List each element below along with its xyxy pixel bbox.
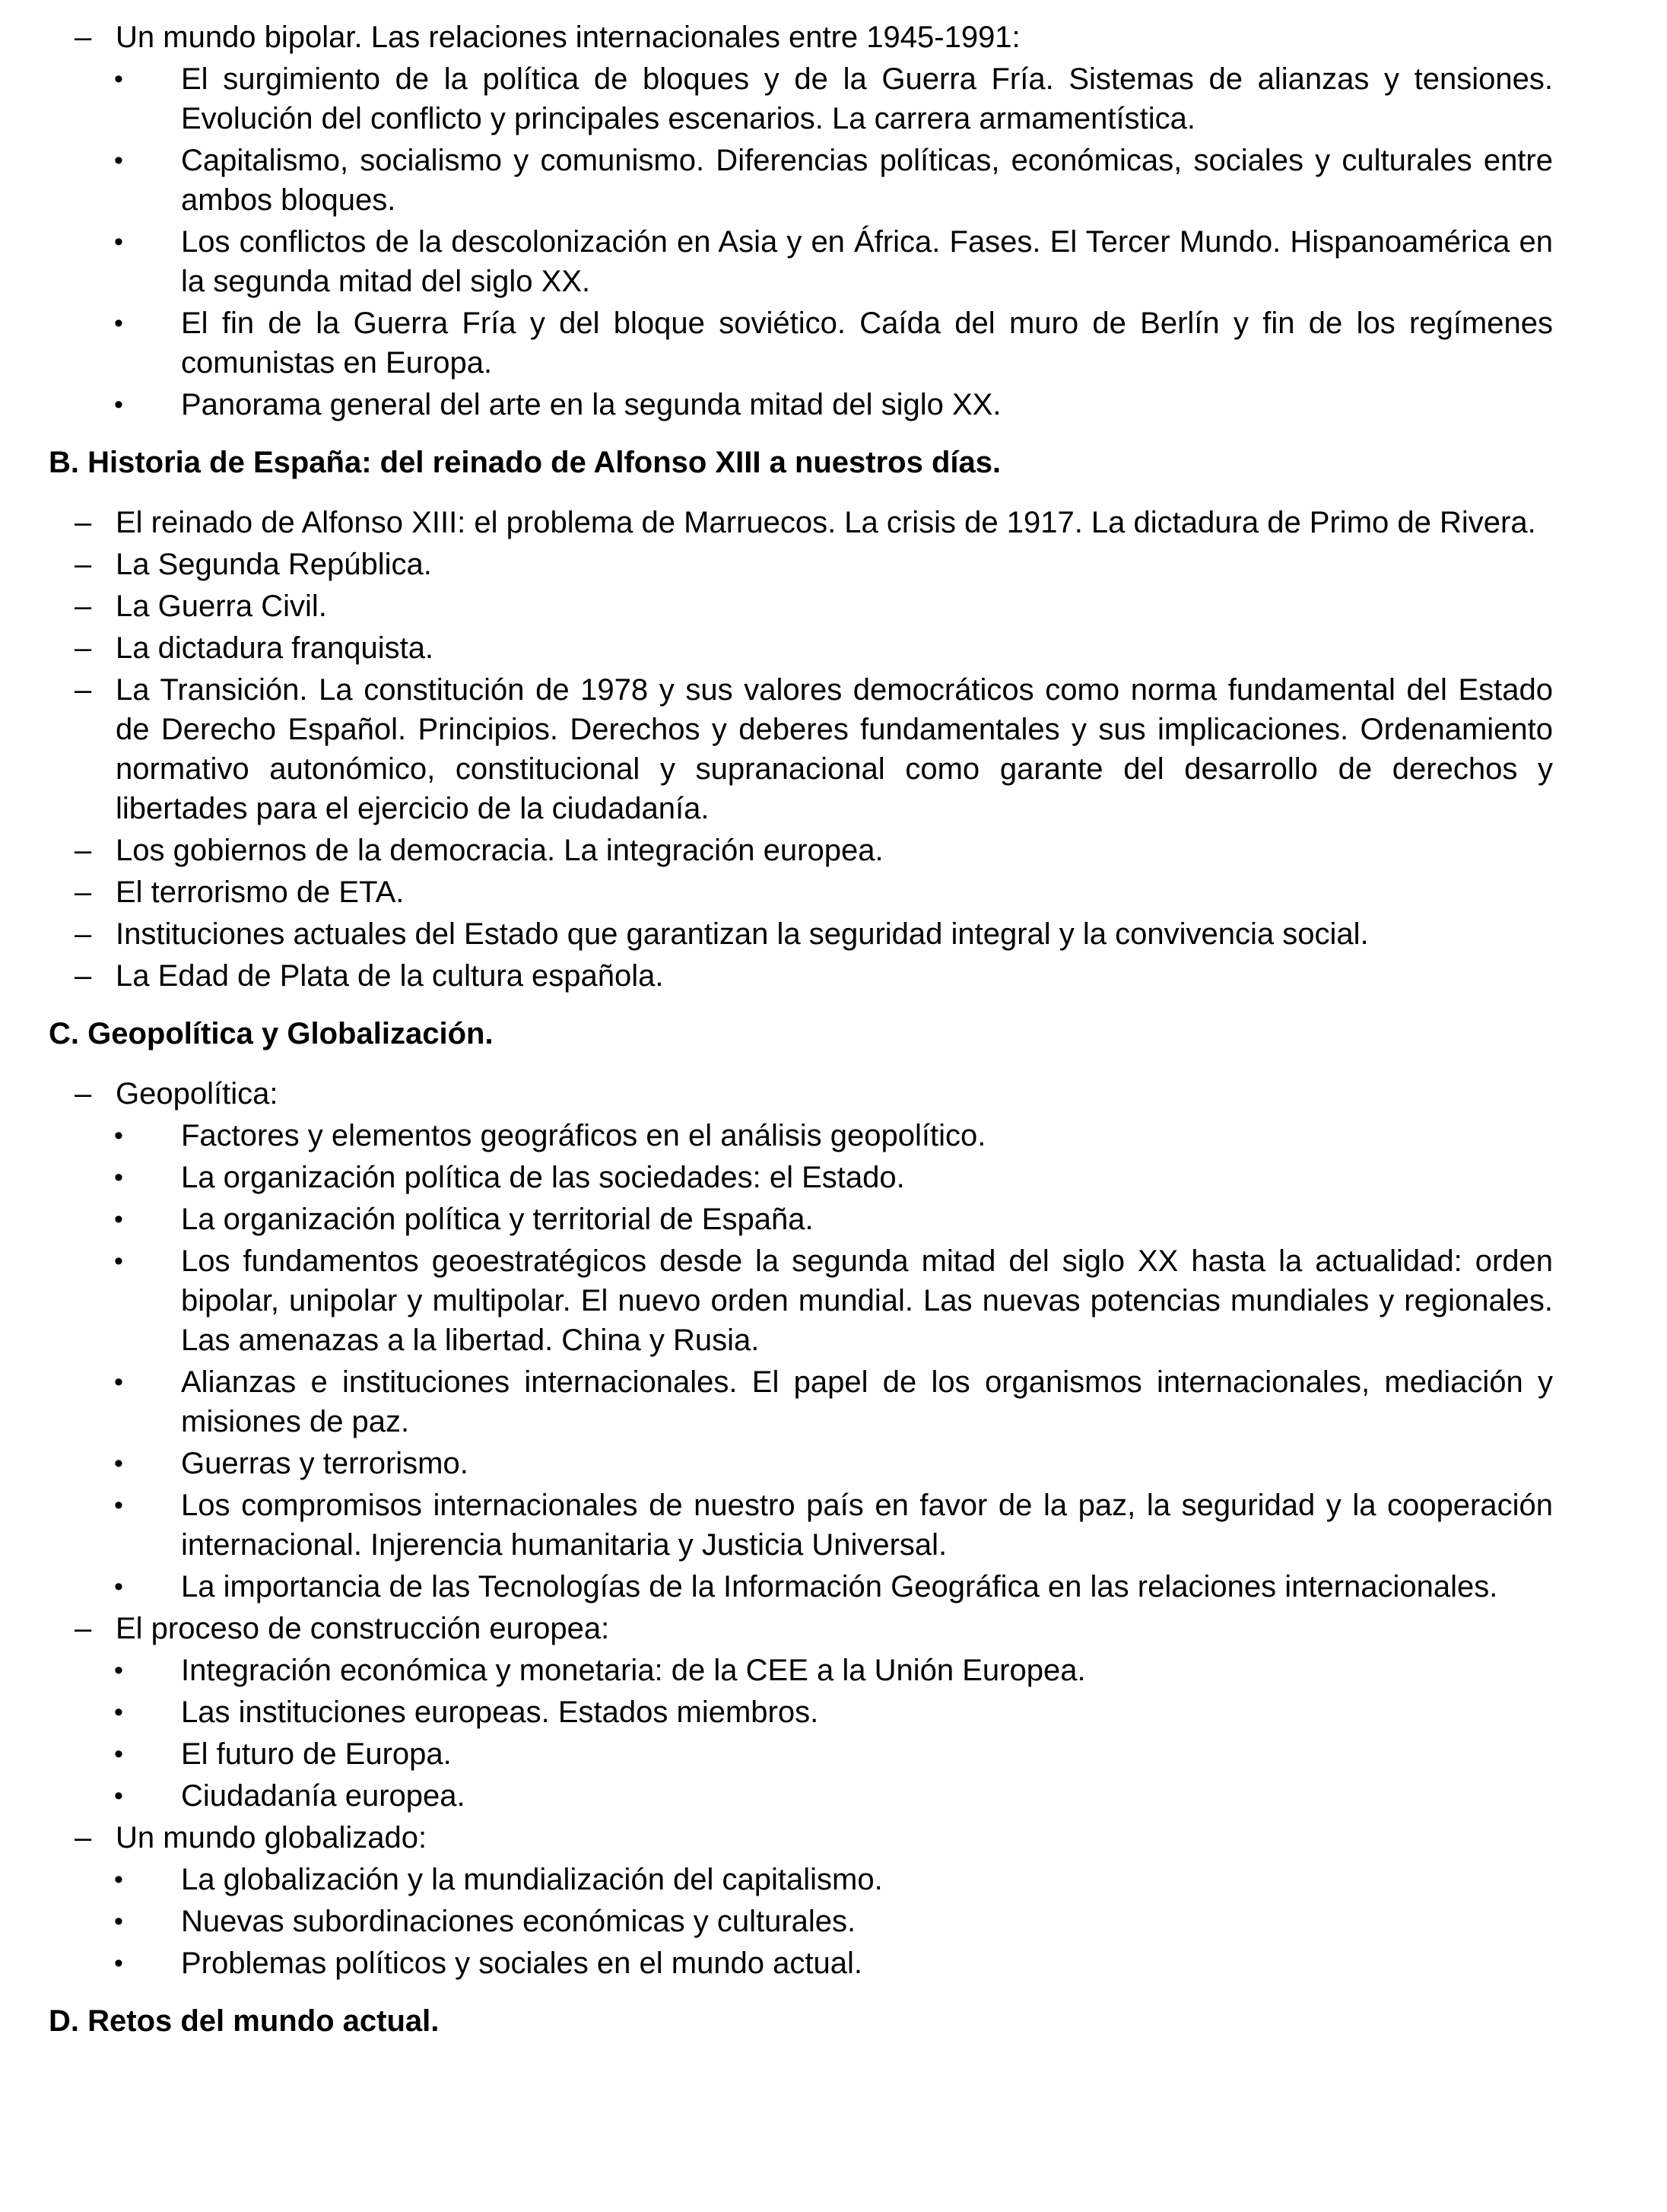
list-item-text: Geopolítica: bbox=[116, 1077, 278, 1111]
bullet-list-item bbox=[49, 1362, 1553, 1441]
bullet-list-item bbox=[49, 1692, 1553, 1732]
dash-list-item bbox=[49, 628, 1553, 668]
bullet-list-item bbox=[49, 59, 1553, 138]
list-item-text: El surgimiento de la política de bloques y de la Guerra Fría. Sistemas de alianzas y tensiones. Evolución del conflicto y principales escenarios. La carrera armamentística. bbox=[181, 62, 1553, 135]
list-item-text: La Segunda República. bbox=[116, 548, 432, 581]
bullet-list-item bbox=[49, 1200, 1553, 1239]
bullet-marker-icon: • bbox=[114, 65, 123, 94]
dash-marker-icon: – bbox=[75, 876, 92, 909]
bullet-marker-icon: • bbox=[114, 1572, 123, 1601]
list-item-text: Un mundo bipolar. Las relaciones internacionales entre 1945-1991: bbox=[116, 21, 1021, 54]
bullet-list-item bbox=[49, 1943, 1553, 1983]
dash-marker-icon: – bbox=[75, 673, 92, 707]
dash-list-item bbox=[49, 872, 1553, 912]
dash-marker-icon: – bbox=[75, 1821, 92, 1854]
section-heading: B. Historia de España: del reinado de Alfonso XIII a nuestros días. bbox=[49, 446, 1002, 479]
list-item-text: Guerras y terrorismo. bbox=[181, 1447, 468, 1480]
bullet-list-item bbox=[49, 1651, 1553, 1690]
dash-marker-icon: – bbox=[75, 917, 92, 951]
bullet-marker-icon: • bbox=[114, 1740, 123, 1769]
bullet-marker-icon: • bbox=[114, 1907, 123, 1936]
dash-list-item bbox=[49, 545, 1553, 584]
list-item-text: La organización política y territorial de España. bbox=[181, 1203, 814, 1236]
bullet-marker-icon: • bbox=[114, 1368, 123, 1397]
list-item-text: La Guerra Civil. bbox=[116, 590, 327, 623]
bullet-marker-icon: • bbox=[114, 309, 123, 338]
bullet-marker-icon: • bbox=[114, 146, 123, 175]
bullet-list-item bbox=[49, 1444, 1553, 1483]
bullet-marker-icon: • bbox=[114, 1698, 123, 1727]
dash-list-item bbox=[49, 914, 1553, 954]
list-item-text: Los fundamentos geoestratégicos desde la segunda mitad del siglo XX hasta la actualidad: orden bipolar, unipolar y multipolar. El nuevo orden mundial. Las nuevas potencias mundiales y regionales. Las amenazas a la libertad. China y Rusia. bbox=[181, 1244, 1553, 1357]
bullet-list-item bbox=[49, 385, 1553, 424]
list-item-text: La Edad de Plata de la cultura española. bbox=[116, 959, 664, 993]
list-item-text: La dictadura franquista. bbox=[116, 631, 434, 665]
bullet-marker-icon: • bbox=[114, 1121, 123, 1150]
dash-marker-icon: – bbox=[75, 1612, 92, 1645]
dash-marker-icon: – bbox=[75, 1077, 92, 1111]
bullet-list-item bbox=[49, 141, 1553, 220]
dash-list-item bbox=[49, 670, 1553, 828]
bullet-marker-icon: • bbox=[114, 1163, 123, 1192]
list-item-text: Ciudadanía europea. bbox=[181, 1779, 465, 1813]
list-item-text: Los conflictos de la descolonización en Asia y en África. Fases. El Tercer Mundo. Hispanoamérica en la segunda mitad del siglo XX. bbox=[181, 225, 1553, 298]
section-heading: C. Geopolítica y Globalización. bbox=[49, 1017, 494, 1050]
dash-marker-icon: – bbox=[75, 631, 92, 665]
dash-list-item bbox=[49, 586, 1553, 626]
bullet-list-item bbox=[49, 1158, 1553, 1197]
bullet-list-item bbox=[49, 1116, 1553, 1155]
bullet-marker-icon: • bbox=[114, 1781, 123, 1810]
list-item-text: Alianzas e instituciones internacionales. El papel de los organismos internacionales, mediación y misiones de paz. bbox=[181, 1365, 1553, 1438]
list-item-text: Los compromisos internacionales de nuestro país en favor de la paz, la seguridad y la cooperación internacional. Injerencia humanitaria y Justicia Universal. bbox=[181, 1489, 1553, 1562]
section-heading: D. Retos del mundo actual. bbox=[49, 2004, 440, 2038]
list-item-text: El fin de la Guerra Fría y del bloque soviético. Caída del muro de Berlín y fin de los regímenes comunistas en Europa. bbox=[181, 307, 1553, 380]
list-item-text: Problemas políticos y sociales en el mundo actual. bbox=[181, 1947, 863, 1980]
list-item-text: Capitalismo, socialismo y comunismo. Diferencias políticas, económicas, sociales y culturales entre ambos bloques. bbox=[181, 144, 1553, 217]
dash-list-item bbox=[49, 956, 1553, 996]
bullet-list-item bbox=[49, 1567, 1553, 1607]
bullet-list-item bbox=[49, 304, 1553, 383]
bullet-marker-icon: • bbox=[114, 1656, 123, 1685]
dash-list-item bbox=[49, 1609, 1553, 1648]
list-item-text: Nuevas subordinaciones económicas y culturales. bbox=[181, 1905, 856, 1938]
bullet-marker-icon: • bbox=[114, 1449, 123, 1478]
dash-marker-icon: – bbox=[75, 21, 92, 54]
list-item-text: La organización política de las sociedades: el Estado. bbox=[181, 1161, 905, 1194]
bullet-list-item bbox=[49, 1486, 1553, 1565]
dash-marker-icon: – bbox=[75, 506, 92, 539]
dash-marker-icon: – bbox=[75, 834, 92, 867]
list-item-text: Integración económica y monetaria: de la CEE a la Unión Europea. bbox=[181, 1654, 1086, 1687]
list-item-text: El reinado de Alfonso XIII: el problema de Marruecos. La crisis de 1917. La dictadura de Primo de Rivera. bbox=[116, 506, 1536, 539]
dash-list-item bbox=[49, 17, 1553, 57]
dash-list-item bbox=[49, 1074, 1553, 1114]
list-item-text: Un mundo globalizado: bbox=[116, 1821, 427, 1854]
bullet-list-item bbox=[49, 1241, 1553, 1360]
dash-marker-icon: – bbox=[75, 959, 92, 993]
list-item-text: Instituciones actuales del Estado que garantizan la seguridad integral y la convivencia social. bbox=[116, 917, 1369, 951]
bullet-marker-icon: • bbox=[114, 1247, 123, 1276]
dash-marker-icon: – bbox=[75, 548, 92, 581]
bullet-marker-icon: • bbox=[114, 390, 123, 419]
bullet-list-item bbox=[49, 1902, 1553, 1941]
list-item-text: La importancia de las Tecnologías de la Información Geográfica en las relaciones internacionales. bbox=[181, 1570, 1498, 1603]
bullet-list-item bbox=[49, 1776, 1553, 1816]
list-item-text: La globalización y la mundialización del capitalismo. bbox=[181, 1863, 883, 1896]
list-item-text: Factores y elementos geográficos en el análisis geopolítico. bbox=[181, 1119, 986, 1152]
list-item-text: El proceso de construcción europea: bbox=[116, 1612, 610, 1645]
dash-list-item bbox=[49, 831, 1553, 870]
bullet-list-item bbox=[49, 1734, 1553, 1774]
bullet-marker-icon: • bbox=[114, 1949, 123, 1978]
bullet-list-item bbox=[49, 1860, 1553, 1899]
list-item-text: El terrorismo de ETA. bbox=[116, 876, 405, 909]
dash-marker-icon: – bbox=[75, 590, 92, 623]
bullet-list-item bbox=[49, 222, 1553, 301]
list-item-text: Las instituciones europeas. Estados miembros. bbox=[181, 1696, 819, 1729]
bullet-marker-icon: • bbox=[114, 1865, 123, 1894]
list-item-text: Los gobiernos de la democracia. La integración europea. bbox=[116, 834, 884, 867]
list-item-text: La Transición. La constitución de 1978 y sus valores democráticos como norma fundamental del Estado de Derecho Español. Principios. Derechos y deberes fundamentales y sus implicaciones. Ordenamiento normativo autonómico, constitucional y supranacional como garante del desarrollo de derechos y libertades para el ejercicio de la ciudadanía. bbox=[116, 673, 1553, 825]
dash-list-item bbox=[49, 503, 1553, 542]
dash-list-item bbox=[49, 1818, 1553, 1858]
list-item-text: El futuro de Europa. bbox=[181, 1737, 452, 1771]
bullet-marker-icon: • bbox=[114, 227, 123, 256]
list-item-text: Panorama general del arte en la segunda mitad del siglo XX. bbox=[181, 388, 1002, 421]
bullet-marker-icon: • bbox=[114, 1491, 123, 1520]
bullet-marker-icon: • bbox=[114, 1205, 123, 1234]
